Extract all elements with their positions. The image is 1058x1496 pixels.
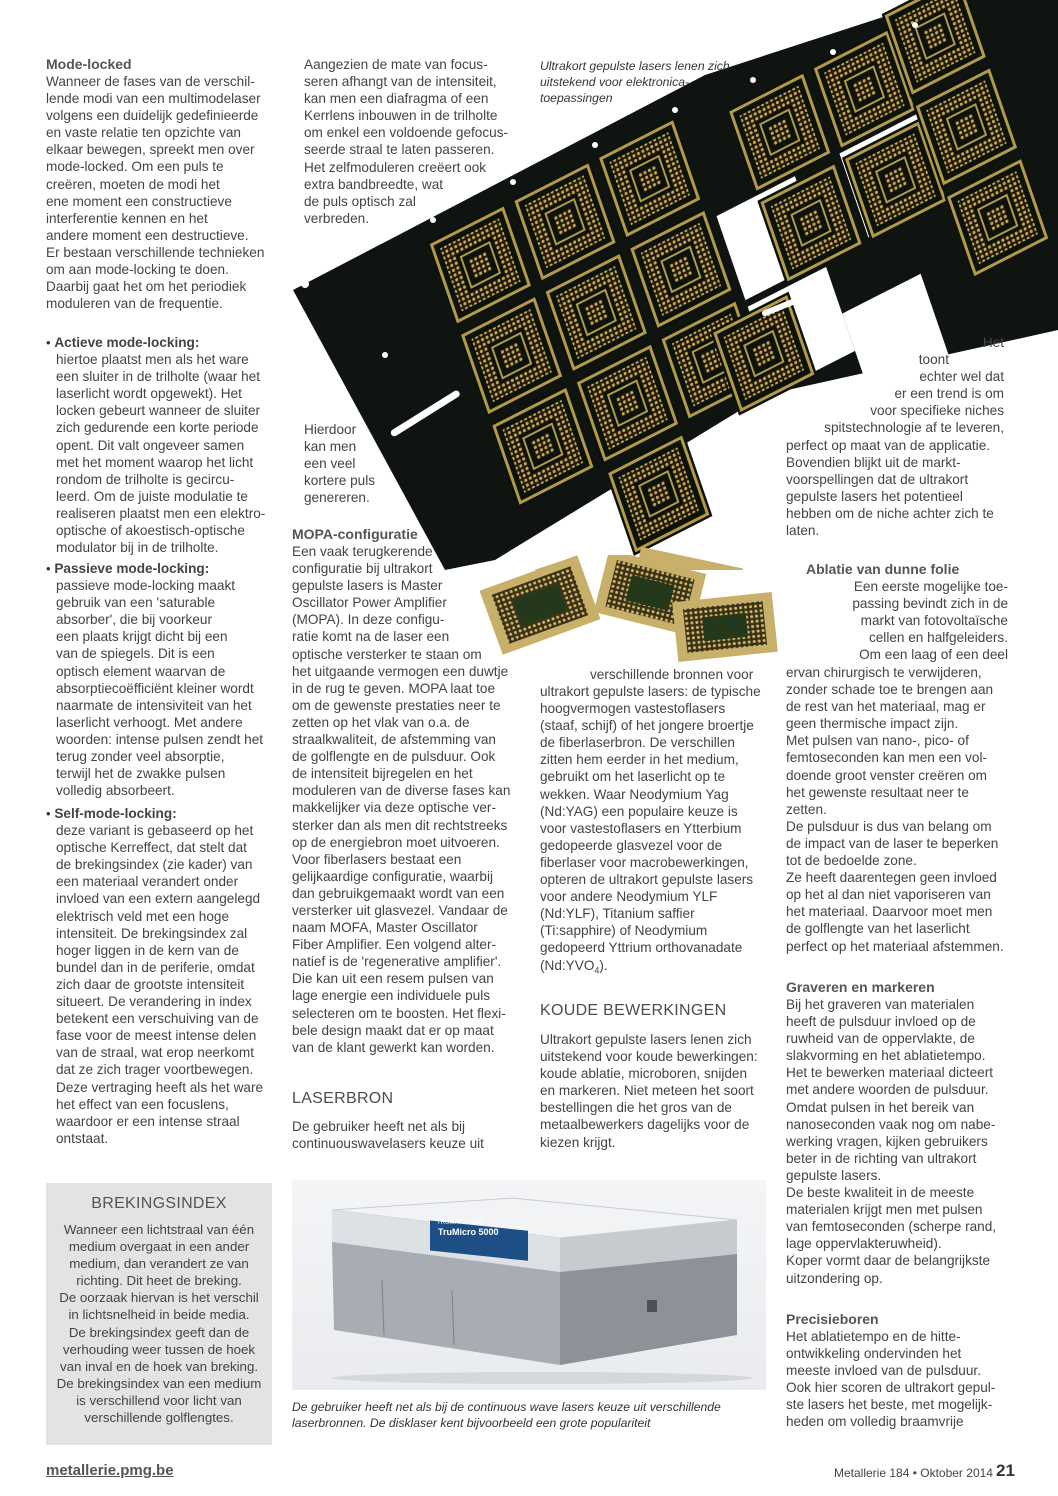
heading-koude-bewerkingen: KOUDE BEWERKINGEN	[540, 1002, 727, 1019]
mopa-text: Een vaak terugkerende configuratie bij ultrakort gepulste lasers is Master Oscillator Power Amplifier (MOPA). In deze configu- ratie komt na de laser een optische versterker te staan om het uitgaande vermogen een duwtje in de rug te geven. MOPA laat toe om de gewenste prestaties neer te zetten op het vlak van o.a. de straalkwaliteit, de afstemming van de golflengte en de pulsduur. Ook de intensiteit bijregelen en het moduleren van de diverse fases kan makkelijker via deze optische ver- sterker dan als men dit rechtstreeks op de energiebron moet uitvoeren. Voor fiberlasers bestaat een gelijkaardige configuratie, waarbij dan gebruikgemaakt wordt van een versterker uit glasvezel. Vandaar de naam MOFA, Master Oscillator Fiber Amplifier. Een volgend alter- natief is de 'regenerative amplifier'. Die kan uit een resem pulsen van lage energie een individuele puls selecteren om te boosten. Het flexi- bele design maakt dat er op maat van de klant gewerkt kan worden.	[292, 544, 511, 1055]
pcb-caption: Ultrakort gepulste lasers lenen zich uitstekend voor elektronica- toepassingen	[540, 59, 730, 105]
bullet-dot-icon: •	[46, 561, 51, 576]
page-number: 21	[996, 1461, 1015, 1480]
heading-ablatie: Ablatie van dunne folie	[806, 561, 960, 577]
bullet-dot-icon: •	[46, 806, 51, 821]
laser-photo	[292, 1180, 766, 1390]
bron-first-line: verschillende bronnen voor	[590, 667, 754, 682]
col4-line: toont	[918, 352, 949, 368]
koude-text: Ultrakort gepulste lasers lenen zich uitstekend voor koude bewerkingen: koude ablatie, microboren, snijden en markeren. Niet meteen het soort bestellingen die het gros van de metaalbewerkers dagelijks voor de kiezen krijgt.	[540, 1032, 758, 1150]
col4-line: voor specifieke niches	[870, 403, 1004, 419]
heading-laserbron: LASERBRON	[292, 1090, 394, 1107]
bullet-text: deze variant is gebaseerd op het optische Kerreffect, dat stelt dat de brekingsindex (zie kader) van een materiaal verandert onder invloed van een extern aangelegd elektrisch veld met een hoge intensiteit. De brekingsindex zal hoger liggen in de kern van de bundel dan in de periferie, omdat zich daar de grootste intensiteit situeert. De verandering in index betekent een verschuiving van de fase voor de meest intense delen van de straal, wat erop neerkomt dat ze zich trager voortbewegen. Deze vertraging heeft als het ware het effect van een focuslens, waardoor er een intense straal ontstaat.	[56, 823, 264, 1146]
laserbron-text: De gebruiker heeft net als bij continuouswavelasers keuze uit	[292, 1119, 484, 1152]
col4-line: er een trend is om	[894, 386, 1004, 402]
bullet-text: passieve mode-locking maakt gebruik van een 'saturable absorber', die bij voorkeur een plaats krijgt dicht bij een van de spiegels. Dit is een optisch element waarvan de absorptiecoëfficiënt kleiner wordt naarmate de intensiviteit van het laserlicht verhoogt. Met andere woorden: intense pulsen zendt het terug zonder veel absorptie, terwijl het de zwakke pulsen volledig absorbeert.	[56, 578, 264, 799]
ablatie-line: Een eerste mogelijke toe-	[853, 579, 1008, 594]
col4-line: spitstechnologie af te leveren,	[824, 420, 1004, 436]
heading-precisieboren: Precisieboren	[786, 1311, 879, 1327]
box-title: BREKINGSINDEX	[91, 1195, 227, 1212]
ablatie-line: cellen en halfgeleiders.	[868, 630, 1008, 646]
bullet-self-mode-locking	[46, 805, 286, 1147]
footer-issue: Metallerie 184 • Oktober 2014	[834, 1466, 993, 1480]
ablatie-line: passing bevindt zich in de	[852, 596, 1008, 612]
box-text: Wanneer een lichtstraal van één medium overgaat in een ander medium, dan verandert ze van richting. Dit heet de breking. De oorzaak hiervan is het verschil in lichtsnelheid in beide media. De brekingsindex geeft dan de verhouding weer tussen de hoek van inval en de hoek van breking. De brekingsindex van een medium is verschillend voor licht van verschillende golflengtes.	[56, 1222, 262, 1426]
ablatie-line: markt van fotovoltaïsche	[860, 613, 1008, 629]
col4-line: echter wel dat	[919, 369, 1004, 385]
ablatie-rest: ervan chirurgisch te verwijderen, zonder schade toe te brengen aan de rest van het materiaal, mag er geen thermische impact zijn. Met pulsen van nano-, pico- of femtoseconden kan men een vol- doende groot venster creëren om het gewenste resultaat neer te zetten. De pulsduur is dus van belang om de impact van de laser te beperken tot de bedoelde zone. Ze heeft daarentegen geen invloed op het al dan niet vaporiseren van het materiaal. Daarvoor moet men de golflengte van het laserlicht perfect op het materiaal afstemmen.	[786, 665, 1004, 954]
bullet-dot-icon: •	[46, 335, 51, 350]
ablatie-indented-block	[770, 578, 1008, 663]
col4-top-rest: perfect op maat van de applicatie. Bovendien blijkt uit de markt- voorspellingen dat de ultrakort gepulste lasers het potentieel hebben om de niche achter zich te laten.	[786, 438, 994, 539]
mode-locked-intro: Wanneer de fases van de verschil- lende modi van een multimodelaser volgens een duidelijk gedefinieerde en vaste relatie ten opzichte van elkaar bewegen, spreekt men over mode-locked. Om een puls te creëren, moeten de modi het ene moment een constructieve interferentie kennen en het andere moment een destructieve. Er bestaan verschillende technieken om aan mode-locking te doen. Daarbij gaat het om het periodiek moduleren van de frequentie.	[46, 74, 265, 312]
bullet-title: Passieve mode-locking:	[54, 561, 210, 576]
heading-graveren: Graveren en markeren	[786, 979, 935, 995]
laser-brand-small: TRUMPF LASER	[437, 1220, 484, 1226]
col2-top-text: Aangezien de mate van focus- seren afhangt van de intensiteit, kan men een diafragma of een Kerrlens inbouwen in de trilholte om enkel een voldoende gefocus- seerde straal te laten passeren. Het zelfmoduleren creëert ook extra bandbreedte, wat de puls optisch zal verbreden.	[304, 57, 509, 226]
bullet-passive-mode-locking	[46, 560, 286, 799]
heading-mode-locked: Mode-locked	[46, 56, 132, 72]
col2-mid-text: Hierdoor kan men een veel kortere puls genereren.	[304, 422, 376, 506]
footer-url-link[interactable]: metallerie.pmg.be	[46, 1462, 174, 1479]
bullet-active-mode-locking	[46, 334, 286, 556]
bullet-title: Actieve mode-locking:	[54, 335, 200, 350]
laser-brand-big: TruMicro 5000	[438, 1227, 499, 1237]
laser-caption: De gebruiker heeft net als bij de continuous wave lasers keuze uit verschillende laserbronnen. De disklaser kent bijvoorbeeld een grote populariteit	[292, 1400, 721, 1430]
heading-mopa: MOPA-configuratie	[292, 526, 418, 542]
bron-last-line: $(Nd:YVO_4)$.	[540, 958, 608, 976]
ablatie-line: Om een laag of een deel	[859, 647, 1008, 663]
bullet-text: hiertoe plaatst men als het ware een sluiter in de trilholte (waar het laserlicht wordt opgewekt). Het locken gebeurt wanneer de sluiter zich gedurende een korte periode opent. Dit valt ongeveer samen met het moment waarop het licht rondom de trilholte is gecircu- leerd. Om de juiste modulatie te realiseren plaatst men een elektro- optische of akoestisch-optische modulator bij in de trilholte.	[56, 352, 266, 556]
col4-top-block	[770, 334, 1004, 437]
precisie-text: Het ablatietempo en de hitte- ontwikkeling ondervinden het meeste invloed van de pulsduur. Ook hier scoren de ultrakort gepul- ste lasers het beste, met mogelijk- heden om volledig braamvrije	[786, 1329, 996, 1430]
bullet-title: Self-mode-locking:	[54, 806, 177, 821]
laser-device-illustration	[292, 1180, 766, 1390]
col4-line: Het	[982, 335, 1004, 350]
bron-text: ultrakort gepulste lasers: de typische hoogvermogen vastestoflasers (staaf, schijf) of het jongere broertje de fiberlaserbron. De verschillen zitten hem eerder in het medium, gebruikt om het laserlicht op te wekken. Waar Neodymium Yag (Nd:YAG) een populaire keuze is voor vastestoflasers en Ytterbium gedopeerde glasvezel voor de fiberlaser voor macrobewerkingen, opteren de ultrakort gepulste lasers voor andere Neodymium YLF (Nd:YLF), Titanium saffier (Ti:sapphire) of Neodymium gedopeerd Yttrium orthovanadate	[540, 684, 761, 956]
graveren-text: Bij het graveren van materialen heeft de pulsduur invloed op de ruwheid van de oppervlakte, de slakvorming en het ablatietempo. Het te bewerken materiaal dicteert met andere woorden de pulsduur. Omdat pulsen in het bereik van nanoseconden vaak nog om nabe- werking vragen, kijken gebruikers beter in de richting van ultrakort gepulste lasers. De beste kwaliteit in de meeste materialen krijgt men met pulsen van femtoseconden (scherpe rand, lage oppervlakteruwheid). Koper vormt daar de belangrijkste uitzondering op.	[786, 997, 997, 1286]
brekingsindex-box	[46, 1183, 272, 1445]
